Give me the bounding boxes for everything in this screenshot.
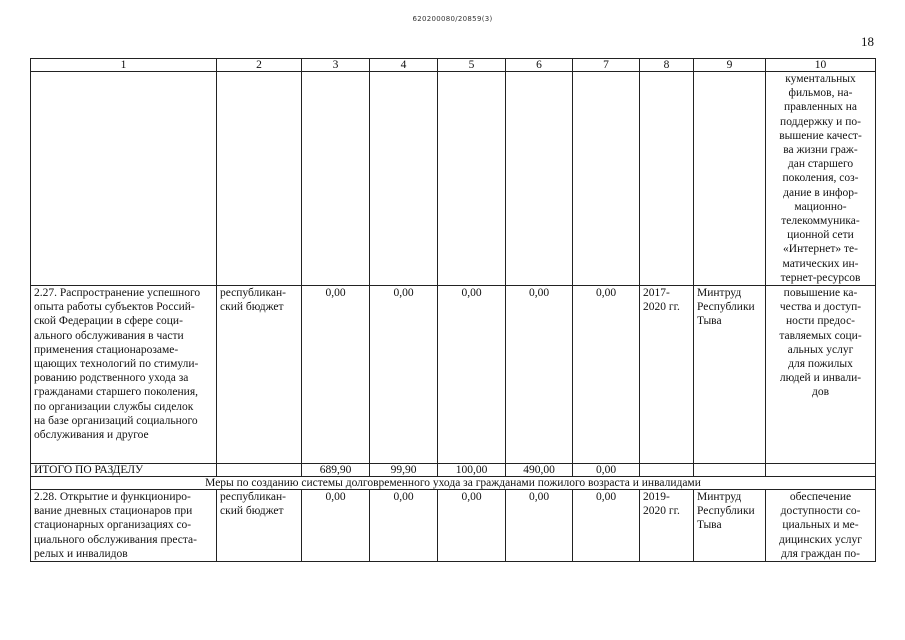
empty-cell [573, 72, 640, 286]
column-number-row [31, 59, 876, 72]
amount-col-5: 0,00 [438, 286, 506, 464]
executor: Минтруд Республики Тыва [694, 490, 766, 562]
column-number-9: 9 [694, 59, 766, 72]
empty-cell [31, 72, 217, 286]
column-number-4: 4 [370, 59, 438, 72]
empty-cell [694, 464, 766, 477]
section-title: Меры по созданию системы долговременного ухода за гражданами пожилого возраста и инвалидами [31, 477, 876, 490]
measure-name: 2.28. Открытие и функциониро- вание дневных стационаров при стационарных организациях со- циального обслуживания преста- релых и инвалидов [31, 490, 217, 562]
empty-cell [640, 72, 694, 286]
amount-col-3: 0,00 [302, 490, 370, 562]
total-label: ИТОГО ПО РАЗДЕЛУ [31, 464, 217, 477]
amount-col-7: 0,00 [573, 286, 640, 464]
funding-source: республикан- ский бюджет [217, 286, 302, 464]
funding-source: республикан- ский бюджет [217, 490, 302, 562]
program-table [30, 58, 876, 562]
column-number-3: 3 [302, 59, 370, 72]
expected-result: повышение ка- чества и доступ- ности предос- тавляемых соци- альных услуг для пожилых людей и инвали- дов [766, 286, 876, 464]
section-heading-row [31, 477, 876, 490]
measure-name: 2.27. Распространение успешного опыта работы субъектов Россий- ской Федерации в сфере соци- ального обслуживания в части применения стационарозаме- щающих технологий по стимули- рованию родственного ухода за гражданами старшего поколения, по организации службы сиделок на базе организаций социального обслуживания и другое [31, 286, 217, 464]
amount-col-6: 0,00 [506, 490, 573, 562]
column-number-2: 2 [217, 59, 302, 72]
program-table-container [30, 58, 876, 562]
total-col-7: 0,00 [573, 464, 640, 477]
table-row-2-28 [31, 490, 876, 562]
total-col-5: 100,00 [438, 464, 506, 477]
amount-col-4: 0,00 [370, 490, 438, 562]
section-total-row [31, 464, 876, 477]
empty-cell [217, 464, 302, 477]
empty-cell [766, 464, 876, 477]
column-number-7: 7 [573, 59, 640, 72]
amount-col-7: 0,00 [573, 490, 640, 562]
empty-cell [640, 464, 694, 477]
document-id: 620200080/20859(3) [412, 15, 493, 23]
implementation-period: 2019- 2020 гг. [640, 490, 694, 562]
page-number: 18 [861, 34, 874, 49]
column-number-5: 5 [438, 59, 506, 72]
amount-col-3: 0,00 [302, 286, 370, 464]
empty-cell [370, 72, 438, 286]
table-row-2-27 [31, 286, 876, 464]
amount-col-6: 0,00 [506, 286, 573, 464]
continuation-row [31, 72, 876, 286]
implementation-period: 2017- 2020 гг. [640, 286, 694, 464]
continued-result-text: кументальных фильмов, на- правленных на поддержку и по- вышение качест- ва жизни граж- дан старшего поколения, соз- дание в инфор- мационно- телекоммуника- ционной сети «Интернет» те- матических ин- тернет-ресурсов [766, 72, 876, 286]
executor: Минтруд Республики Тыва [694, 286, 766, 464]
column-number-6: 6 [506, 59, 573, 72]
empty-cell [694, 72, 766, 286]
empty-cell [506, 72, 573, 286]
total-col-3: 689,90 [302, 464, 370, 477]
total-col-6: 490,00 [506, 464, 573, 477]
amount-col-5: 0,00 [438, 490, 506, 562]
column-number-10: 10 [766, 59, 876, 72]
total-col-4: 99,90 [370, 464, 438, 477]
empty-cell [217, 72, 302, 286]
column-number-8: 8 [640, 59, 694, 72]
empty-cell [438, 72, 506, 286]
column-number-1: 1 [31, 59, 217, 72]
expected-result: обеспечение доступности со- циальных и ме- дицинских услуг для граждан по- [766, 490, 876, 562]
amount-col-4: 0,00 [370, 286, 438, 464]
empty-cell [302, 72, 370, 286]
